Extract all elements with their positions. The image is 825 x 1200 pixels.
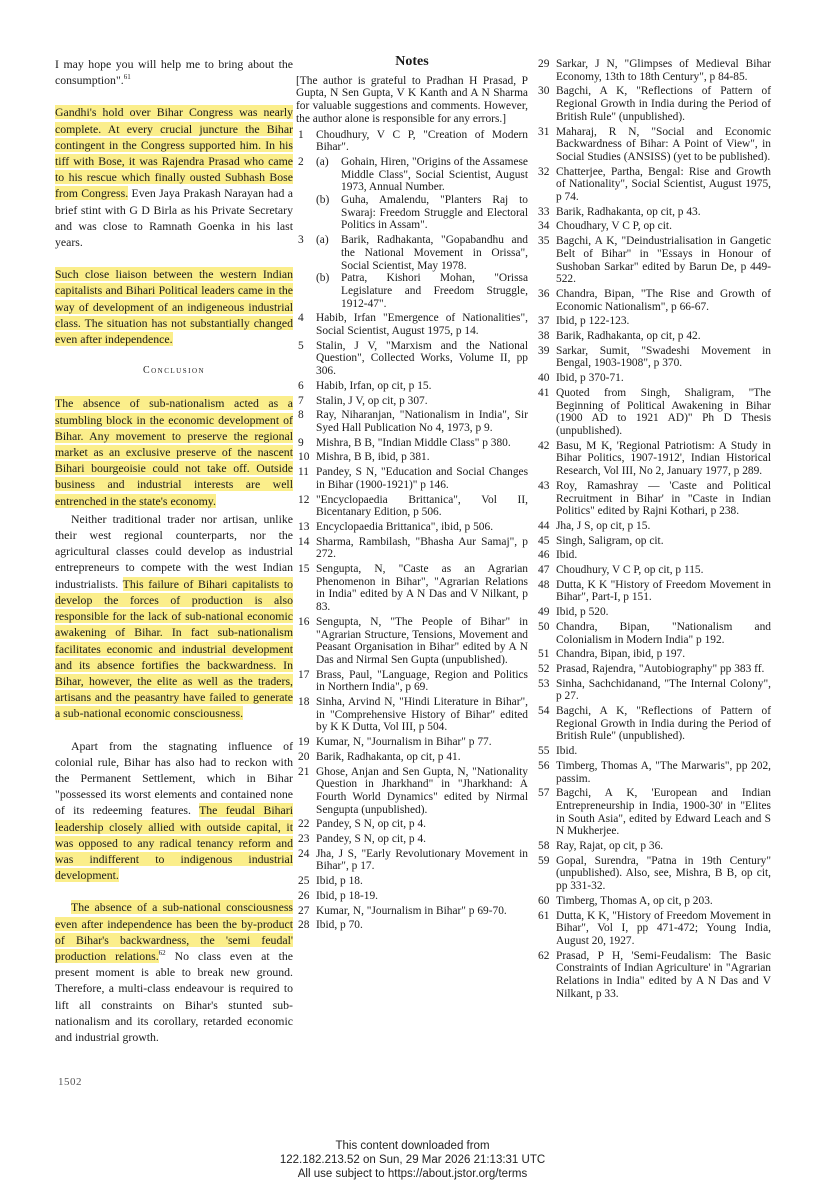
note-item	[536, 126, 771, 164]
note-number: 24	[298, 847, 310, 860]
note-number: 14	[298, 535, 310, 548]
note-item	[536, 85, 771, 123]
highlighted-text: Such close liaison between the western Indian capitalists and Bihari Political leaders came in the way of development of an indigeneous industrial class. The situation has not substantially changed even after independence.	[55, 267, 293, 347]
note-number: 27	[298, 904, 310, 917]
note-number: 62	[538, 949, 550, 962]
note-number: 3	[298, 234, 304, 247]
note-text: Barik, Radhakanta, op cit, p 41.	[316, 750, 461, 763]
note-text: Kumar, N, "Journalism in Bihar" p 77.	[316, 736, 492, 749]
note-text: Ibid.	[556, 549, 578, 562]
note-item	[536, 345, 771, 370]
paragraph	[55, 56, 293, 88]
note-number: 36	[538, 287, 550, 300]
note-number: 13	[298, 520, 310, 533]
sub-note-item	[316, 234, 528, 272]
note-number: 58	[538, 840, 550, 853]
note-text: Ibid, p 370-71.	[556, 372, 624, 385]
note-item	[296, 536, 528, 561]
note-text: Dutta, K K, "History of Freedom Movement in Bihar", Vol I, pp 471-472; Young India, August 20, 1927.	[556, 909, 771, 947]
note-text: Stalin, J V, "Marxism and the National Question", Collected Works, Volume II, pp 306.	[316, 339, 528, 378]
note-number: 5	[298, 339, 304, 352]
note-number: 57	[538, 787, 550, 800]
note-text: Chandra, Bipan, "Nationalism and Colonialism in Modern India" p 192.	[556, 620, 771, 646]
note-text: Jha, J S, "Early Revolutionary Movement in Bihar", p 17.	[316, 847, 528, 873]
note-number: 31	[538, 125, 550, 138]
note-item	[536, 58, 771, 83]
note-number: 49	[538, 606, 550, 619]
note-item	[536, 440, 771, 478]
note-item	[296, 437, 528, 450]
sub-note-group	[316, 234, 528, 272]
note-number: 12	[298, 493, 310, 506]
note-item	[536, 535, 771, 548]
note-number: 34	[538, 220, 550, 233]
note-text: Sarkar, J N, "Glimpses of Medieval Bihar Economy, 13th to 18th Century", p 84-85.	[556, 58, 771, 83]
note-number: 21	[298, 765, 310, 778]
note-item	[296, 890, 528, 903]
note-item	[296, 451, 528, 464]
body-text-column	[55, 56, 293, 1061]
note-item	[296, 521, 528, 534]
note-number: 6	[298, 379, 304, 392]
note-number: 41	[538, 386, 550, 399]
note-item	[536, 648, 771, 661]
note-number: 8	[298, 409, 304, 422]
note-number: 43	[538, 479, 550, 492]
highlighted-text: The absence of sub-nationalism acted as a stumbling block in the economic development of Bihar. Any movement to preserve the regional market as an exclusive preserve of the nascent Bihari bourgeoisie could not take off. Outside business and industrial interests are well entrenched in the state's economy.	[55, 396, 293, 508]
note-number: 35	[538, 235, 550, 248]
note-item	[536, 950, 771, 1001]
note-item	[296, 616, 528, 667]
note-number: 48	[538, 578, 550, 591]
note-text: Basu, M K, 'Regional Patriotism: A Study in Bihar Politics, 1907-1912', Indian Historical Research, Vol III, No 2, January 1977, p 289.	[556, 439, 771, 478]
note-text: Bagchi, A K, 'European and Indian Entrepreneurship in India, 1900-30' in "Elites in South Asia", edited by Edward Leach and S N Mukherjee.	[556, 787, 771, 838]
note-item	[536, 206, 771, 219]
note-item	[296, 919, 528, 932]
note-item	[296, 494, 528, 519]
note-item	[536, 315, 771, 328]
note-item	[536, 606, 771, 619]
note-text: "Encyclopaedia Brittanica", Vol II, Bicentanary Edition, p 506.	[316, 493, 528, 519]
note-item	[296, 129, 528, 154]
note-item	[536, 235, 771, 286]
note-text: Barik, Radhakanta, op cit, p 42.	[556, 330, 701, 343]
note-item	[296, 563, 528, 614]
note-text: Dutta, K K "History of Freedom Movement in Bihar", Part-I, p 151.	[556, 578, 771, 604]
note-item	[296, 409, 528, 434]
note-item	[296, 380, 528, 393]
note-number: 52	[538, 662, 550, 675]
footer-line: This content downloaded from	[335, 1140, 490, 1152]
note-item	[536, 678, 771, 703]
note-text: Choudhury, V C P, op cit, p 115.	[556, 564, 704, 577]
note-item	[296, 669, 528, 694]
note-number: 18	[298, 696, 310, 709]
note-item	[536, 705, 771, 743]
note-number: 2	[298, 155, 304, 168]
sub-note-item	[316, 272, 528, 310]
note-text: Ray, Rajat, op cit, p 36.	[556, 840, 664, 853]
note-item	[536, 840, 771, 853]
note-number: 56	[538, 759, 550, 772]
note-text: Mishra, B B, "Indian Middle Class" p 380.	[316, 436, 511, 449]
note-text: Ibid.	[556, 745, 578, 758]
note-item	[296, 848, 528, 873]
paragraph	[55, 395, 293, 508]
note-item	[536, 520, 771, 533]
note-number: 28	[298, 919, 310, 932]
footnote-ref[interactable]: 62	[158, 949, 166, 958]
note-text: Stalin, J V, op cit, p 307.	[316, 394, 428, 407]
sub-note-letter: (a)	[316, 155, 329, 168]
note-item	[536, 387, 771, 438]
note-text: Choudhary, V C P, op cit.	[556, 220, 672, 233]
note-item	[536, 549, 771, 562]
notes-column-2	[536, 58, 771, 1003]
note-text: Ibid, p 18-19.	[316, 889, 379, 902]
note-item	[536, 372, 771, 385]
note-text: Sarkar, Sumit, "Swadeshi Movement in Bengal, 1903-1908", p 370.	[556, 344, 771, 370]
note-number: 32	[538, 165, 550, 178]
note-number: 20	[298, 750, 310, 763]
sub-note-letter: (a)	[316, 234, 329, 247]
note-number: 40	[538, 372, 550, 385]
notes-heading: Notes	[395, 54, 429, 69]
note-item	[296, 312, 528, 337]
note-text: Habib, Irfan, op cit, p 15.	[316, 379, 432, 392]
note-number: 30	[538, 85, 550, 98]
note-number: 26	[298, 889, 310, 902]
footnote-ref[interactable]: 61	[123, 73, 131, 82]
note-text: Sengupta, N, "The People of Bihar" in "Agrarian Structure, Tensions, Movement and Peasant Organisation in Bihar" edited by A N Das and Nirmal Sen Gupta (unpublished).	[316, 615, 528, 666]
note-number: 10	[298, 451, 310, 464]
note-number: 1	[298, 128, 304, 141]
note-number: 51	[538, 648, 550, 661]
note-item	[296, 751, 528, 764]
note-item	[296, 156, 528, 194]
note-number: 55	[538, 745, 550, 758]
note-item	[536, 760, 771, 785]
page-number: 1502	[58, 1076, 82, 1088]
note-item	[536, 220, 771, 233]
sub-note-text: Guha, Amalendu, "Planters Raj to Swaraj: Freedom Struggle and Electoral Politics in Assam".	[341, 194, 528, 232]
jstor-footer	[0, 1139, 825, 1181]
note-text: Bagchi, A K, "Reflections of Pattern of Regional Growth in India during the Period of British Rule" (unpublished).	[556, 705, 771, 743]
note-text: Chandra, Bipan, "The Rise and Growth of Economic Nationalism", p 66-67.	[556, 287, 771, 313]
note-item	[296, 905, 528, 918]
highlighted-text: Gandhi's hold over Bihar Congress was nearly complete. At every crucial juncture the Bihar contingent in the Congress supported him. In his tiff with Bose, it was Rajendra Prasad who came to his rescue which finally ousted Subhash Bose from Congress.	[55, 105, 293, 201]
note-number: 11	[298, 466, 309, 479]
note-text: Choudhury, V C P, "Creation of Modern Bihar".	[316, 128, 528, 154]
note-item	[536, 166, 771, 204]
note-number: 29	[538, 58, 550, 70]
note-item	[536, 579, 771, 604]
note-number: 50	[538, 620, 550, 633]
note-text: Brass, Paul, "Language, Region and Politics in Northern India", p 69.	[316, 668, 528, 694]
paragraph	[55, 899, 293, 1045]
section-heading: Conclusion	[142, 365, 206, 377]
note-number: 38	[538, 330, 550, 343]
note-number: 22	[298, 818, 310, 831]
note-item	[296, 875, 528, 888]
note-text: Chandra, Bipan, ibid, p 197.	[556, 648, 686, 661]
note-item	[296, 466, 528, 491]
paragraph	[55, 104, 293, 250]
note-item	[296, 766, 528, 817]
note-number: 60	[538, 894, 550, 907]
note-number: 44	[538, 519, 550, 532]
highlighted-text: This failure of Bihari capitalists to develop the forces of production is also responsible for the lack of sub-national economic awakening of Bihar. In fact sub-nationalism facilitates economic and industrial development and its absence fortifies the backwardness. In Bihar, however, the elite as well as the traders, artisans and the peasantry have failed to generate a sub-national economic consciousness.	[55, 576, 293, 721]
note-text: Quoted from Singh, Shaligram, "The Beginning of Political Awakening in Bihar (1900 AD to 1921 AD)" Ph D Thesis (unpublished).	[556, 386, 771, 437]
sub-note-item	[316, 194, 528, 232]
note-item	[536, 787, 771, 838]
note-text: Sengupta, N, "Caste as an Agrarian Phenomenon in Bihar", "Agrarian Relations in India" edited by A N Das and V Nilkant, p 83.	[316, 563, 528, 614]
note-number: 59	[538, 854, 550, 867]
sub-note-item	[316, 156, 528, 194]
note-number: 53	[538, 677, 550, 690]
note-text: Pandey, S N, op cit, p 4.	[316, 818, 426, 831]
note-number: 54	[538, 705, 550, 718]
note-item	[296, 395, 528, 408]
note-text: Kumar, N, "Journalism in Bihar" p 69-70.	[316, 904, 507, 917]
note-text: Ghose, Anjan and Sen Gupta, N, "Nationality Question in Jharkhand" in "Jharkhand: A Fourth World Dynamics" edited by Nirmal Sengupta (unpublished).	[316, 765, 528, 816]
note-text: Ibid, p 520.	[556, 606, 609, 619]
terms-link[interactable]: All use subject to https://about.jstor.org/terms	[297, 1168, 528, 1180]
note-item	[296, 696, 528, 734]
note-number: 7	[298, 394, 304, 407]
note-number: 39	[538, 344, 550, 357]
sub-note-letter: (b)	[316, 194, 330, 207]
note-number: 19	[298, 736, 310, 749]
note-item	[296, 818, 528, 831]
note-item	[536, 663, 771, 676]
note-item	[296, 736, 528, 749]
note-item	[536, 745, 771, 758]
note-number: 45	[538, 534, 550, 547]
note-number: 47	[538, 564, 550, 577]
notes-intro: [The author is grateful to Pradhan H Prasad, P Gupta, N Sen Gupta, V K Kanth and A N Sharma for valuable suggestions and comments. However, the author alone is responsible for any errors.]	[296, 74, 528, 125]
highlighted-text: The absence of a sub-national consciousness even after independence has been the by-product of Bihar's backwardness, the 'semi feudal' production relations.	[55, 900, 293, 963]
footer-ip-line: 122.182.213.52 on Sun, 29 Mar 2026 21:13:31 UTC	[279, 1154, 546, 1166]
note-number: 15	[298, 563, 310, 576]
note-text: Chatterjee, Partha, Bengal: Rise and Growth of Nationality", Social Scientist, August 1975, p 74.	[556, 165, 771, 204]
note-number: 17	[298, 668, 310, 681]
note-text: Sinha, Sachchidanand, "The Internal Colony", p 27.	[556, 677, 771, 703]
note-number: 37	[538, 315, 550, 328]
note-text: Timberg, Thomas A, op cit, p 203.	[556, 894, 713, 907]
note-number: 33	[538, 205, 550, 218]
note-item	[536, 910, 771, 948]
note-text: Gopal, Surendra, "Patna in 19th Century" (unpublished). Also, see, Mishra, B B, op cit, pp 331-32.	[556, 854, 771, 893]
note-text: Ibid, p 18.	[316, 875, 363, 888]
notes-column-1	[296, 56, 528, 934]
paragraph-text: I may hope you will help me to bring about the consumption".	[55, 57, 293, 88]
note-text: Jha, J S, op cit, p 15.	[556, 519, 651, 532]
note-item	[536, 895, 771, 908]
note-text: Singh, Saligram, op cit.	[556, 534, 664, 547]
sub-note-text: Gohain, Hiren, "Origins of the Assamese Middle Class", Social Scientist, August 1973, Annual Number.	[341, 155, 528, 194]
paragraph	[55, 738, 293, 884]
note-text: Pandey, S N, "Education and Social Changes in Bihar (1900-1921)" p 146.	[316, 466, 528, 491]
note-text: Sharma, Rambilash, "Bhasha Aur Samaj", p 272.	[316, 535, 528, 561]
note-text: Ray, Niharanjan, "Nationalism in India", Sir Syed Hall Publication No 4, 1973, p 9.	[316, 409, 528, 434]
note-item	[296, 234, 528, 272]
note-text: Pandey, S N, op cit, p 4.	[316, 833, 426, 846]
note-text: Prasad, P H, 'Semi-Feudalism: The Basic Constraints of Indian Agriculture' in "Agrarian Relations in India" edited by A N Das and V Nilkant, p 33.	[556, 949, 771, 1000]
note-number: 42	[538, 439, 550, 452]
note-number: 16	[298, 615, 310, 628]
note-text: Maharaj, R N, "Social and Economic Backwardness of Bihar: A Point of View", in Social Studies (ANSISS) (yet to be published).	[556, 125, 771, 163]
note-text: Sinha, Arvind N, "Hindi Literature in Bihar", in "Comprehensive History of Bihar" edited by K K Dutta, Vol III, p 504.	[316, 696, 528, 734]
note-text: Ibid, p 122-123.	[556, 315, 630, 328]
note-text: Barik, Radhakanta, op cit, p 43.	[556, 205, 701, 218]
note-text: Ibid, p 70.	[316, 919, 363, 932]
paragraph-text: Apart from the stagnating influence of colonial rule, Bihar has also had to reckon with the Permanent Settlement, which in Bihar "possessed its worst elements and contained none of its redeeming features.	[55, 738, 293, 818]
sub-note-text: Patra, Kishori Mohan, "Orissa Legislature and Freedom Struggle, 1912-47".	[341, 272, 528, 310]
note-text: Bagchi, A K, "Deindustrialisation in Gangetic Belt of Bihar" in "Essays in Honour of Sushoban Sarkar" edited by Barun De, p 449-522.	[556, 235, 771, 286]
paragraph-text: No class even at the present moment is able to break new ground. Therefore, a multi-class endeavour is required to lift all constraints on Bihar's stunted sub-nationalism and its corollary, retarded economic and industrial growth.	[55, 948, 293, 1044]
note-item	[536, 330, 771, 343]
note-item	[536, 855, 771, 893]
note-number: 4	[298, 312, 304, 325]
note-text: Roy, Ramashray — 'Caste and Political Recruitment in Bihar' in "Caste in Indian Politics" edited by Rajni Kothari, p 238.	[556, 479, 771, 518]
note-text: Encyclopaedia Brittanica", ibid, p 506.	[316, 520, 494, 533]
paragraph	[55, 266, 293, 347]
note-number: 61	[538, 909, 550, 922]
paragraph-text: Even Jaya Prakash Narayan had a brief stint with G D Birla as his Private Secretary and was close to Ramnath Goenka in his last years.	[55, 186, 293, 250]
note-item	[296, 833, 528, 846]
sub-note-group	[316, 156, 528, 194]
note-item	[536, 564, 771, 577]
highlighted-text: The feudal Bihari leadership closely allied with outside capital, it was opposed to any radical tenancy reform and was indifferent to indigenous industrial development.	[55, 803, 294, 883]
paragraph-text: Neither traditional trader nor artisan, unlike their west regional counterparts, nor the agricultural classes could develop as industrial entrepreneurs to compete with the west Indian industrialists.	[55, 511, 293, 591]
notes-list	[536, 58, 771, 1001]
sub-note-text: Barik, Radhakanta, "Gopabandhu and the National Movement in Orissa", Social Scientist, May 1978.	[341, 234, 528, 272]
note-number: 25	[298, 875, 310, 888]
note-item	[536, 621, 771, 646]
note-number: 9	[298, 436, 304, 449]
note-number: 23	[298, 833, 310, 846]
note-text: Prasad, Rajendra, "Autobiography" pp 383 ff.	[556, 662, 765, 675]
note-text: Bagchi, A K, "Reflections of Pattern of Regional Growth in India during the Period of British Rule" (unpublished).	[556, 85, 771, 123]
paragraph	[55, 511, 293, 722]
note-item	[296, 340, 528, 378]
note-number: 46	[538, 549, 550, 562]
note-text: Timberg, Thomas A, "The Marwaris", pp 202, passim.	[556, 759, 771, 785]
sub-note-letter: (b)	[316, 272, 330, 285]
notes-list	[296, 129, 528, 932]
note-text: Mishra, B B, ibid, p 381.	[316, 451, 430, 464]
note-item	[536, 480, 771, 518]
note-text: Habib, Irfan "Emergence of Nationalities", Social Scientist, August 1975, p 14.	[316, 312, 528, 338]
note-item	[536, 288, 771, 313]
